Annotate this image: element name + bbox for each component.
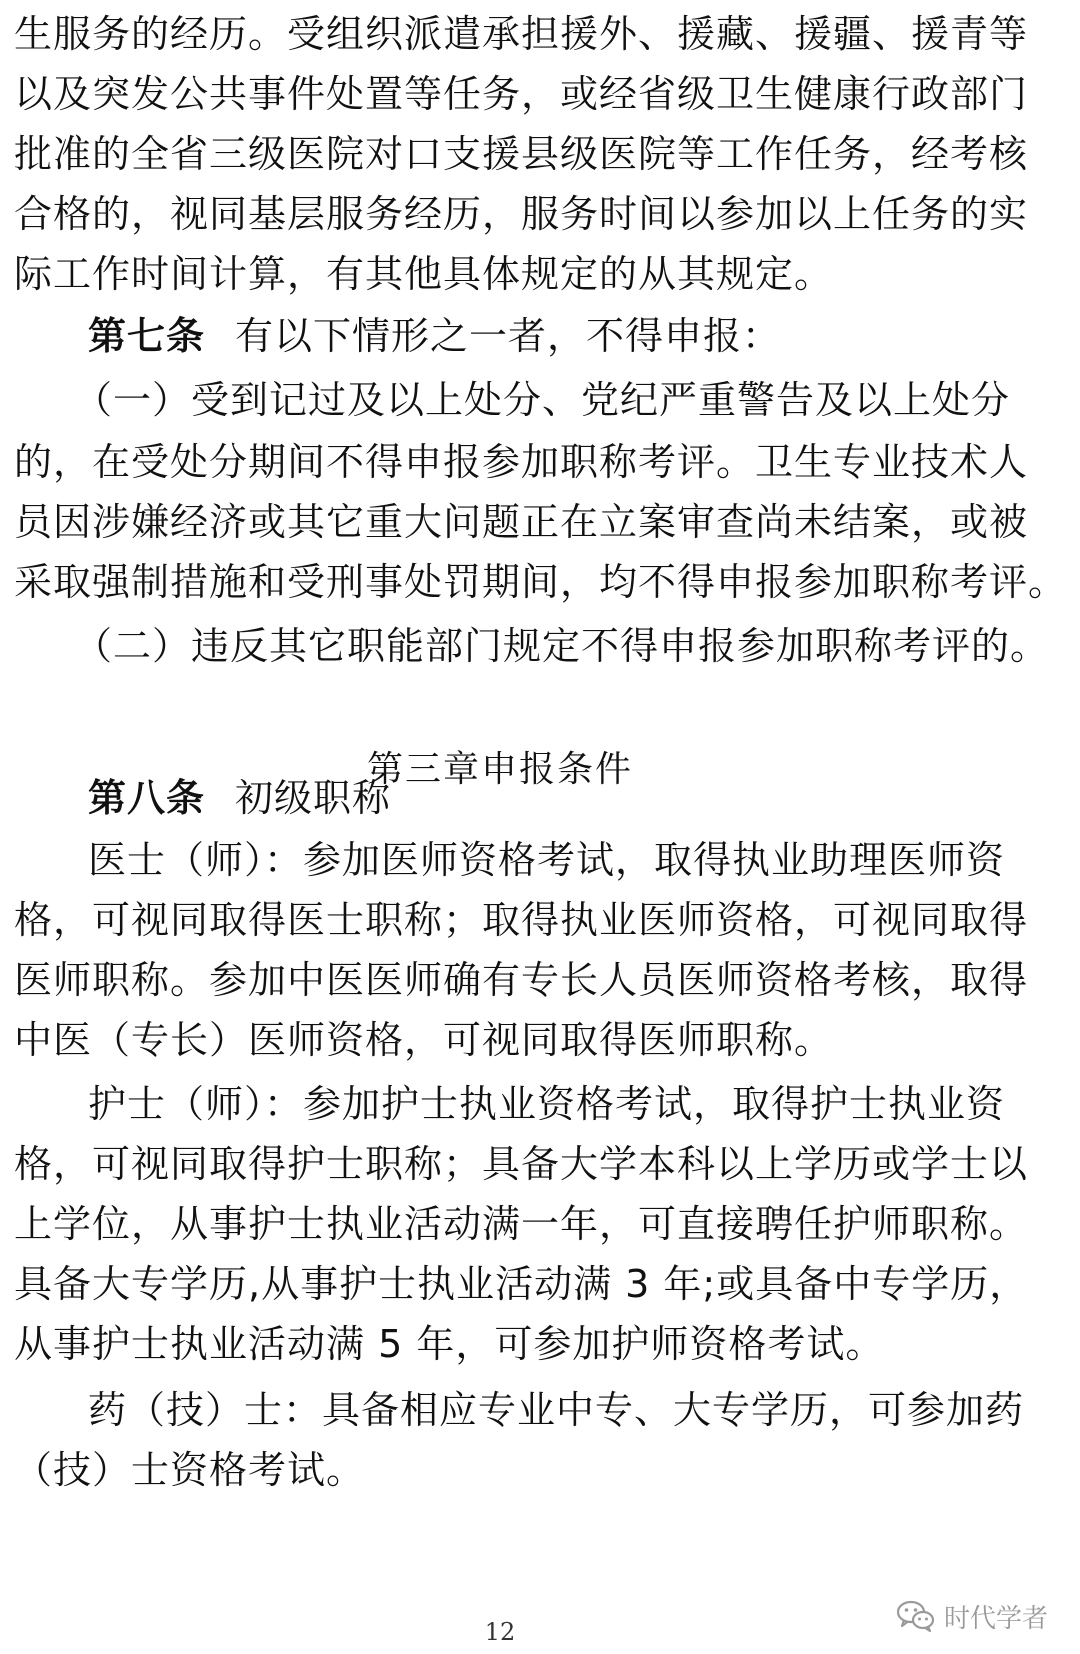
text-line: 医师职称。参加中医医师确有专长人员医师资格考核，取得 [14,958,1029,1002]
text-line: 护士（师）：参加护士执业资格考试，取得护士执业资 [88,1082,1006,1126]
text-line: 生服务的经历。受组织派遣承担援外、援藏、援疆、援青等 [14,12,1029,56]
text-line: 医士（师）：参加医师资格考试，取得执业助理医师资 [88,838,1006,882]
text-line: 采取强制措施和受刑事处罚期间，均不得申报参加职称考评。 [14,560,1068,604]
text-line: （技）士资格考试。 [14,1448,366,1492]
page-number: 12 [484,1618,516,1646]
text-line: 格，可视同取得护士职称；具备大学本科以上学历或学士以 [14,1142,1029,1186]
watermark [896,1596,1048,1636]
article-7-label: 第七条 [88,314,206,358]
wechat-icon [896,1599,936,1633]
text-line: 具备大专学历,从事护士执业活动满 3 年;或具备中专学历， [14,1262,1029,1306]
text-line: 合格的，视同基层服务经历，服务时间以参加以上任务的实 [14,192,1029,236]
text-line: 中医（专长）医师资格，可视同取得医师职称。 [14,1018,834,1062]
article-7-text: 有以下情形之一者，不得申报： [235,314,782,358]
text-line: 药（技）士：具备相应专业中专、大专学历，可参加药 [88,1388,1025,1432]
watermark-text: 时代学者 [944,1603,1049,1634]
article-7 [88,306,1080,366]
text-line: 从事护士执业活动满 5 年，可参加护师资格考试。 [14,1322,885,1366]
article-8 [88,768,1080,828]
text-line: 际工作时间计算，有其他具体规定的从其规定。 [14,252,834,296]
text-line: （一）受到记过及以上处分、党纪严重警告及以上处分 [74,378,1011,422]
text-line: （二）违反其它职能部门规定不得申报参加职称考评的。 [74,624,1050,668]
text-line: 批准的全省三级医院对口支援县级医院等工作任务，经考核 [14,132,1029,176]
text-line: 上学位，从事护士执业活动满一年，可直接聘任护师职称。 [14,1202,1029,1246]
chapter-heading: 第三章申报条件 [366,749,633,790]
text-line: 格，可视同取得医士职称；取得执业医师资格，可视同取得 [14,898,1029,942]
text-line: 的，在受处分期间不得申报参加职称考评。卫生专业技术人 [14,440,1029,484]
article-8-label: 第八条 [88,776,206,820]
text-line: 员因涉嫌经济或其它重大问题正在立案审查尚未结案，或被 [14,500,1029,544]
article-8-text: 初级职称 [235,776,392,820]
text-line: 以及突发公共事件处置等任务，或经省级卫生健康行政部门 [14,72,1029,116]
